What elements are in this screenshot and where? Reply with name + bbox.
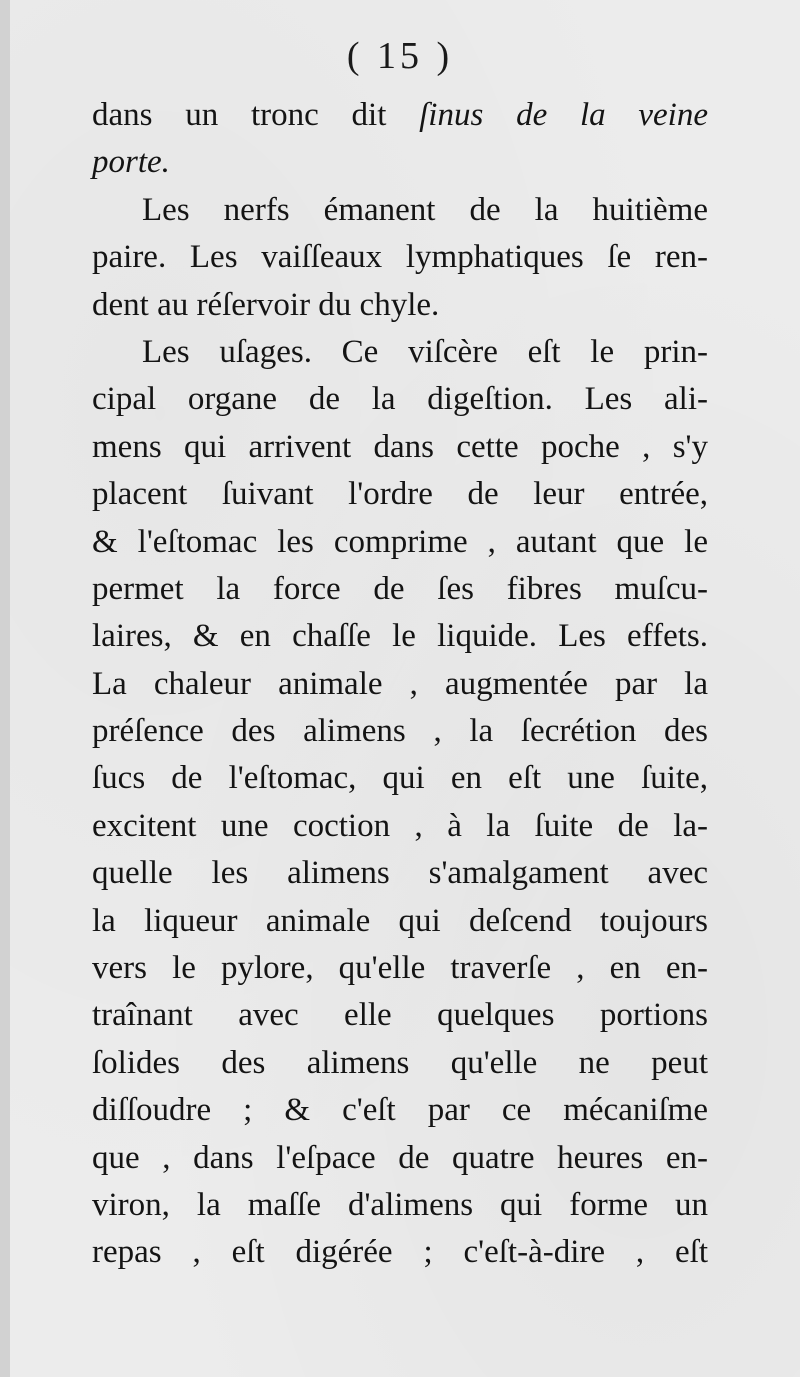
text-line: La chaleur animale , augmentée par la	[92, 665, 708, 702]
text-line: que , dans l'eſpace de quatre heures en-	[92, 1139, 708, 1176]
text-line: vers le pylore, qu'elle traverſe , en en-	[92, 950, 708, 987]
text-line: excitent une coction , à la ſuite de la-	[92, 807, 708, 844]
text-line: diſſoudre ; & c'eſt par ce mécaniſme	[92, 1092, 708, 1129]
text-line: placent ſuivant l'ordre de leur entrée,	[92, 476, 708, 513]
text-line: ſucs de l'eſtomac, qui en eſt une ſuite,	[92, 760, 708, 797]
text-line: laires, & en chaſſe le liquide. Les effets.	[92, 618, 708, 655]
text-line: repas , eſt digérée ; c'eſt-à-dire , eſt	[92, 1234, 708, 1271]
body-text	[92, 92, 708, 1277]
italic-term: ſinus de la veine	[419, 97, 708, 133]
text-line	[92, 139, 708, 186]
page-edge-shadow	[0, 0, 10, 1377]
text-line: ſolides des alimens qu'elle ne peut	[92, 1044, 708, 1081]
paragraph-start-line: Les nerfs émanent de la huitième	[142, 191, 708, 228]
text-line: quelle les alimens s'amalgament avec	[92, 855, 708, 892]
paragraph-start-line: Les uſages. Ce viſcère eſt le prin-	[142, 333, 708, 370]
text-line: dent au réſervoir du chyle.	[92, 286, 440, 323]
italic-term: porte.	[92, 144, 170, 181]
text-line: cipal organe de la digeſtion. Les ali-	[92, 381, 708, 418]
text-line: dans un tronc dit ſinus de la veine	[92, 97, 708, 133]
text-line: traînant avec elle quelques portions	[92, 997, 708, 1034]
page-number: ( 15 )	[346, 35, 454, 77]
text-line: viron, la maſſe d'alimens qui forme un	[92, 1186, 708, 1223]
text-line: & l'eſtomac les comprime , autant que le	[92, 523, 708, 560]
text-line: préſence des alimens , la ſecrétion des	[92, 713, 708, 750]
text-line: permet la force de ſes fibres muſcu-	[92, 570, 708, 607]
text-line: mens qui arrivent dans cette poche , s'y	[92, 428, 708, 465]
text-line: la liqueur animale qui deſcend toujours	[92, 902, 708, 939]
text-line: paire. Les vaiſſeaux lymphatiques ſe ren-	[92, 239, 708, 276]
